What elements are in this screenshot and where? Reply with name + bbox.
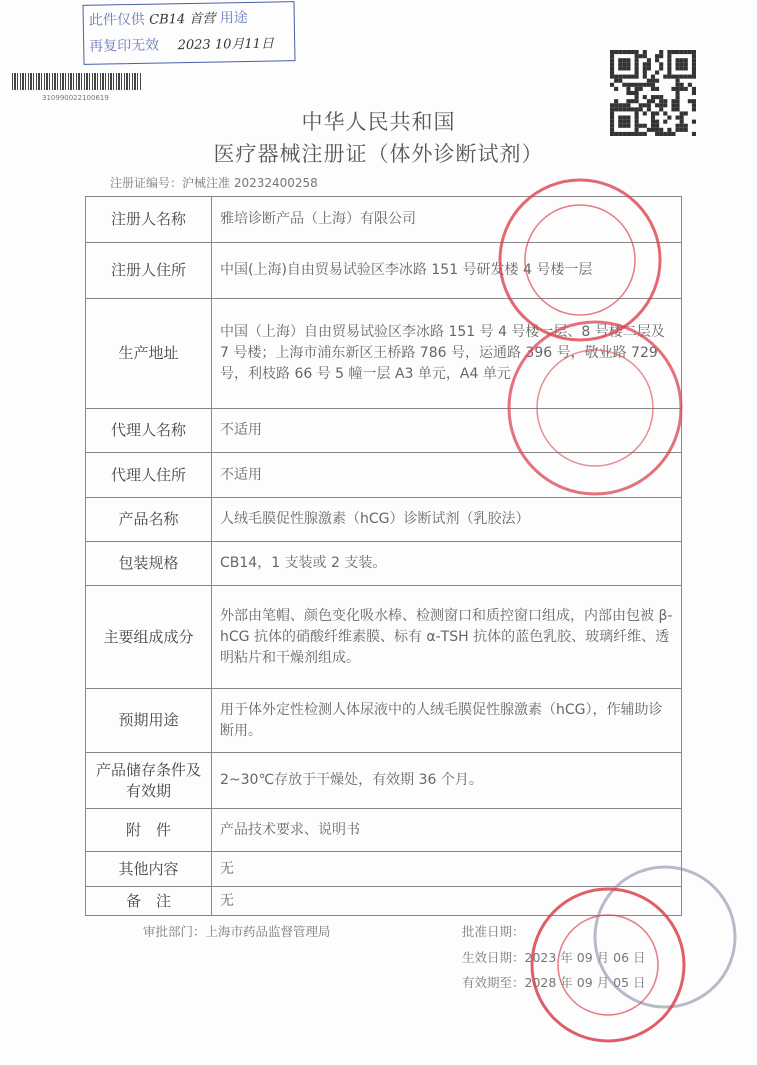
qr-module — [684, 62, 688, 66]
qr-module — [651, 83, 655, 87]
qr-module — [667, 58, 671, 62]
qr-module — [680, 75, 684, 79]
qr-module — [688, 99, 692, 103]
qr-module — [692, 58, 696, 62]
qr-module — [630, 91, 634, 95]
qr-module — [676, 87, 680, 91]
row-label: 注册人名称 — [86, 197, 212, 243]
row-value: 中国(上海)自由贸易试验区李冰路 151 号研发楼 4 号楼一层 — [212, 243, 682, 299]
qr-module — [639, 83, 643, 87]
row-label: 备 注 — [86, 887, 212, 916]
row-value: CB14，1 支装或 2 支装。 — [212, 542, 682, 586]
qr-module — [651, 99, 655, 103]
qr-module — [635, 50, 639, 54]
qr-module — [630, 99, 634, 103]
qr-module — [635, 62, 639, 66]
handwritten-purpose: CB14 首营 — [149, 11, 216, 28]
qr-module — [635, 87, 639, 91]
table-row — [86, 498, 682, 542]
qr-module — [651, 87, 655, 91]
qr-module — [647, 66, 651, 70]
qr-module — [680, 87, 684, 91]
qr-module — [626, 75, 630, 79]
qr-module — [667, 54, 671, 58]
qr-module — [680, 83, 684, 87]
qr-module — [610, 70, 614, 74]
qr-module — [626, 58, 630, 62]
table-row — [86, 887, 682, 916]
qr-module — [614, 50, 618, 54]
table-row — [86, 809, 682, 852]
qr-module — [614, 99, 618, 103]
qr-module — [659, 62, 663, 66]
table-row — [86, 243, 682, 299]
handwritten-date: 2023 10月11日 — [177, 36, 275, 54]
row-value: 外部由笔帽、颜色变化吸水棒、检测窗口和质控窗口组成，内部由包被 β-hCG 抗体的硝酸纤维素膜、标有 α-TSH 抗体的蓝色乳胶、玻璃纤维、透明粘片和干燥剂组成。 — [212, 586, 682, 689]
qr-module — [655, 79, 659, 83]
table-row — [86, 586, 682, 689]
qr-module — [614, 87, 618, 91]
qr-module — [688, 75, 692, 79]
qr-module — [610, 66, 614, 70]
qr-module — [610, 83, 614, 87]
row-value: 人绒毛膜促性腺激素（hCG）诊断试剂（乳胶法） — [212, 498, 682, 542]
qr-module — [684, 58, 688, 62]
qr-module — [651, 79, 655, 83]
qr-module — [688, 50, 692, 54]
qr-module — [626, 62, 630, 66]
certificate-table — [85, 196, 682, 916]
qr-module — [630, 50, 634, 54]
qr-module — [676, 79, 680, 83]
qr-module — [635, 91, 639, 95]
qr-module — [635, 58, 639, 62]
qr-module — [676, 99, 680, 103]
qr-module — [647, 58, 651, 62]
row-label: 产品名称 — [86, 498, 212, 542]
qr-module — [639, 54, 643, 58]
row-value: 不适用 — [212, 409, 682, 453]
registration-number: 注册证编号：沪械注准 20232400258 — [110, 176, 318, 190]
qr-module — [618, 75, 622, 79]
qr-module — [651, 95, 655, 99]
qr-module — [610, 58, 614, 62]
qr-module — [635, 75, 639, 79]
table-row — [86, 197, 682, 243]
qr-module — [692, 66, 696, 70]
row-label: 产品储存条件及有效期 — [86, 753, 212, 809]
qr-module — [639, 87, 643, 91]
qr-module — [663, 75, 667, 79]
qr-module — [626, 66, 630, 70]
table-row — [86, 299, 682, 409]
qr-module — [659, 99, 663, 103]
qr-module — [671, 75, 675, 79]
row-label: 代理人住所 — [86, 453, 212, 498]
qr-module — [684, 75, 688, 79]
row-label: 生产地址 — [86, 299, 212, 409]
qr-module — [692, 99, 696, 103]
qr-module — [622, 58, 626, 62]
qr-module — [647, 62, 651, 66]
qr-module — [692, 87, 696, 91]
valid-until: 有效期至：2028 年 09 月 05 日 — [462, 975, 646, 990]
row-label: 包装规格 — [86, 542, 212, 586]
qr-module — [643, 66, 647, 70]
table-row — [86, 689, 682, 753]
qr-module — [643, 62, 647, 66]
qr-module — [680, 50, 684, 54]
row-value: 无 — [212, 887, 682, 916]
qr-module — [651, 75, 655, 79]
row-value: 用于体外定性检测人体尿液中的人绒毛膜促性腺激素（hCG），作辅助诊断用。 — [212, 689, 682, 753]
qr-module — [622, 75, 626, 79]
qr-module — [635, 70, 639, 74]
qr-module — [618, 62, 622, 66]
qr-module — [614, 79, 618, 83]
row-value: 2~30℃存放于干燥处，有效期 36 个月。 — [212, 753, 682, 809]
qr-module — [622, 83, 626, 87]
qr-module — [635, 95, 639, 99]
barcode-number: 310990022100619 — [42, 94, 109, 102]
qr-module — [643, 54, 647, 58]
qr-module — [659, 95, 663, 99]
qr-module — [671, 87, 675, 91]
qr-module — [667, 66, 671, 70]
qr-module — [667, 50, 671, 54]
qr-module — [626, 99, 630, 103]
table-row — [86, 453, 682, 498]
barcode — [12, 73, 142, 90]
stamp-text: 再复印无效 — [89, 37, 160, 55]
qr-module — [618, 66, 622, 70]
table-row — [86, 409, 682, 453]
qr-module — [655, 87, 659, 91]
qr-module — [630, 75, 634, 79]
qr-module — [610, 75, 614, 79]
qr-module — [667, 62, 671, 66]
table-row — [86, 753, 682, 809]
row-value: 产品技术要求、说明书 — [212, 809, 682, 852]
row-label: 主要组成成分 — [86, 586, 212, 689]
qr-module — [655, 70, 659, 74]
title-certificate: 医疗器械注册证（体外诊断试剂） — [213, 142, 544, 166]
qr-module — [684, 87, 688, 91]
qr-module — [622, 66, 626, 70]
copy-use-stamp — [82, 1, 295, 65]
qr-module — [659, 50, 663, 54]
qr-module — [610, 54, 614, 58]
row-value: 雅培诊断产品（上海）有限公司 — [212, 197, 682, 243]
qr-module — [692, 91, 696, 95]
qr-module — [688, 83, 692, 87]
qr-module — [630, 83, 634, 87]
qr-module — [676, 91, 680, 95]
qr-module — [671, 99, 675, 103]
qr-module — [643, 83, 647, 87]
table-row — [86, 852, 682, 887]
qr-module — [643, 50, 647, 54]
qr-module — [643, 95, 647, 99]
qr-module — [655, 95, 659, 99]
title-country: 中华人民共和国 — [301, 110, 456, 134]
qr-module — [635, 66, 639, 70]
qr-module — [676, 75, 680, 79]
qr-module — [684, 50, 688, 54]
qr-module — [647, 83, 651, 87]
qr-module — [671, 50, 675, 54]
qr-module — [618, 79, 622, 83]
qr-module — [655, 54, 659, 58]
qr-module — [692, 50, 696, 54]
qr-module — [676, 62, 680, 66]
qr-module — [626, 83, 630, 87]
qr-module — [684, 66, 688, 70]
qr-module — [692, 75, 696, 79]
stamp-text: 此件仅供 — [88, 11, 145, 29]
row-label: 附 件 — [86, 809, 212, 852]
qr-module — [610, 50, 614, 54]
qr-module — [680, 62, 684, 66]
qr-module — [692, 70, 696, 74]
qr-module — [618, 50, 622, 54]
approval-date: 批准日期： — [462, 924, 525, 939]
qr-module — [635, 99, 639, 103]
qr-module — [647, 99, 651, 103]
qr-module — [663, 99, 667, 103]
qr-module — [692, 54, 696, 58]
qr-module — [610, 62, 614, 66]
qr-module — [618, 58, 622, 62]
qr-module — [692, 62, 696, 66]
qr-module — [626, 50, 630, 54]
row-label: 预期用途 — [86, 689, 212, 753]
qr-module — [635, 54, 639, 58]
qr-module — [667, 75, 671, 79]
row-label: 其他内容 — [86, 852, 212, 887]
qr-module — [680, 66, 684, 70]
row-label: 注册人住所 — [86, 243, 212, 299]
qr-module — [659, 54, 663, 58]
row-value: 无 — [212, 852, 682, 887]
qr-module — [643, 70, 647, 74]
qr-module — [655, 58, 659, 62]
qr-module — [647, 79, 651, 83]
row-value: 不适用 — [212, 453, 682, 498]
qr-module — [676, 58, 680, 62]
table-row — [86, 542, 682, 586]
qr-module — [676, 95, 680, 99]
qr-module — [643, 75, 647, 79]
row-value: 中国（上海）自由贸易试验区李冰路 151 号 4 号楼一层、8 号楼二层及 7 号楼；上海市浦东新区王桥路 786 号，运通路 396 号，敬业路 729 号，利枝路 66 号 5 幢一层 A3 单元，A4 单元 — [212, 299, 682, 409]
qr-module — [614, 75, 618, 79]
qr-module — [635, 83, 639, 87]
qr-module — [667, 70, 671, 74]
qr-module — [676, 66, 680, 70]
qr-module — [622, 62, 626, 66]
qr-module — [676, 50, 680, 54]
effective-date: 生效日期：2023 年 09 月 06 日 — [462, 950, 646, 965]
qr-module — [626, 91, 630, 95]
stamp-text: 用途 — [219, 9, 248, 27]
row-label: 代理人名称 — [86, 409, 212, 453]
qr-module — [626, 87, 630, 91]
qr-module — [659, 66, 663, 70]
qr-module — [622, 50, 626, 54]
qr-module — [676, 83, 680, 87]
qr-module — [680, 58, 684, 62]
approval-department: 审批部门：上海市药品监督管理局 — [143, 924, 331, 939]
